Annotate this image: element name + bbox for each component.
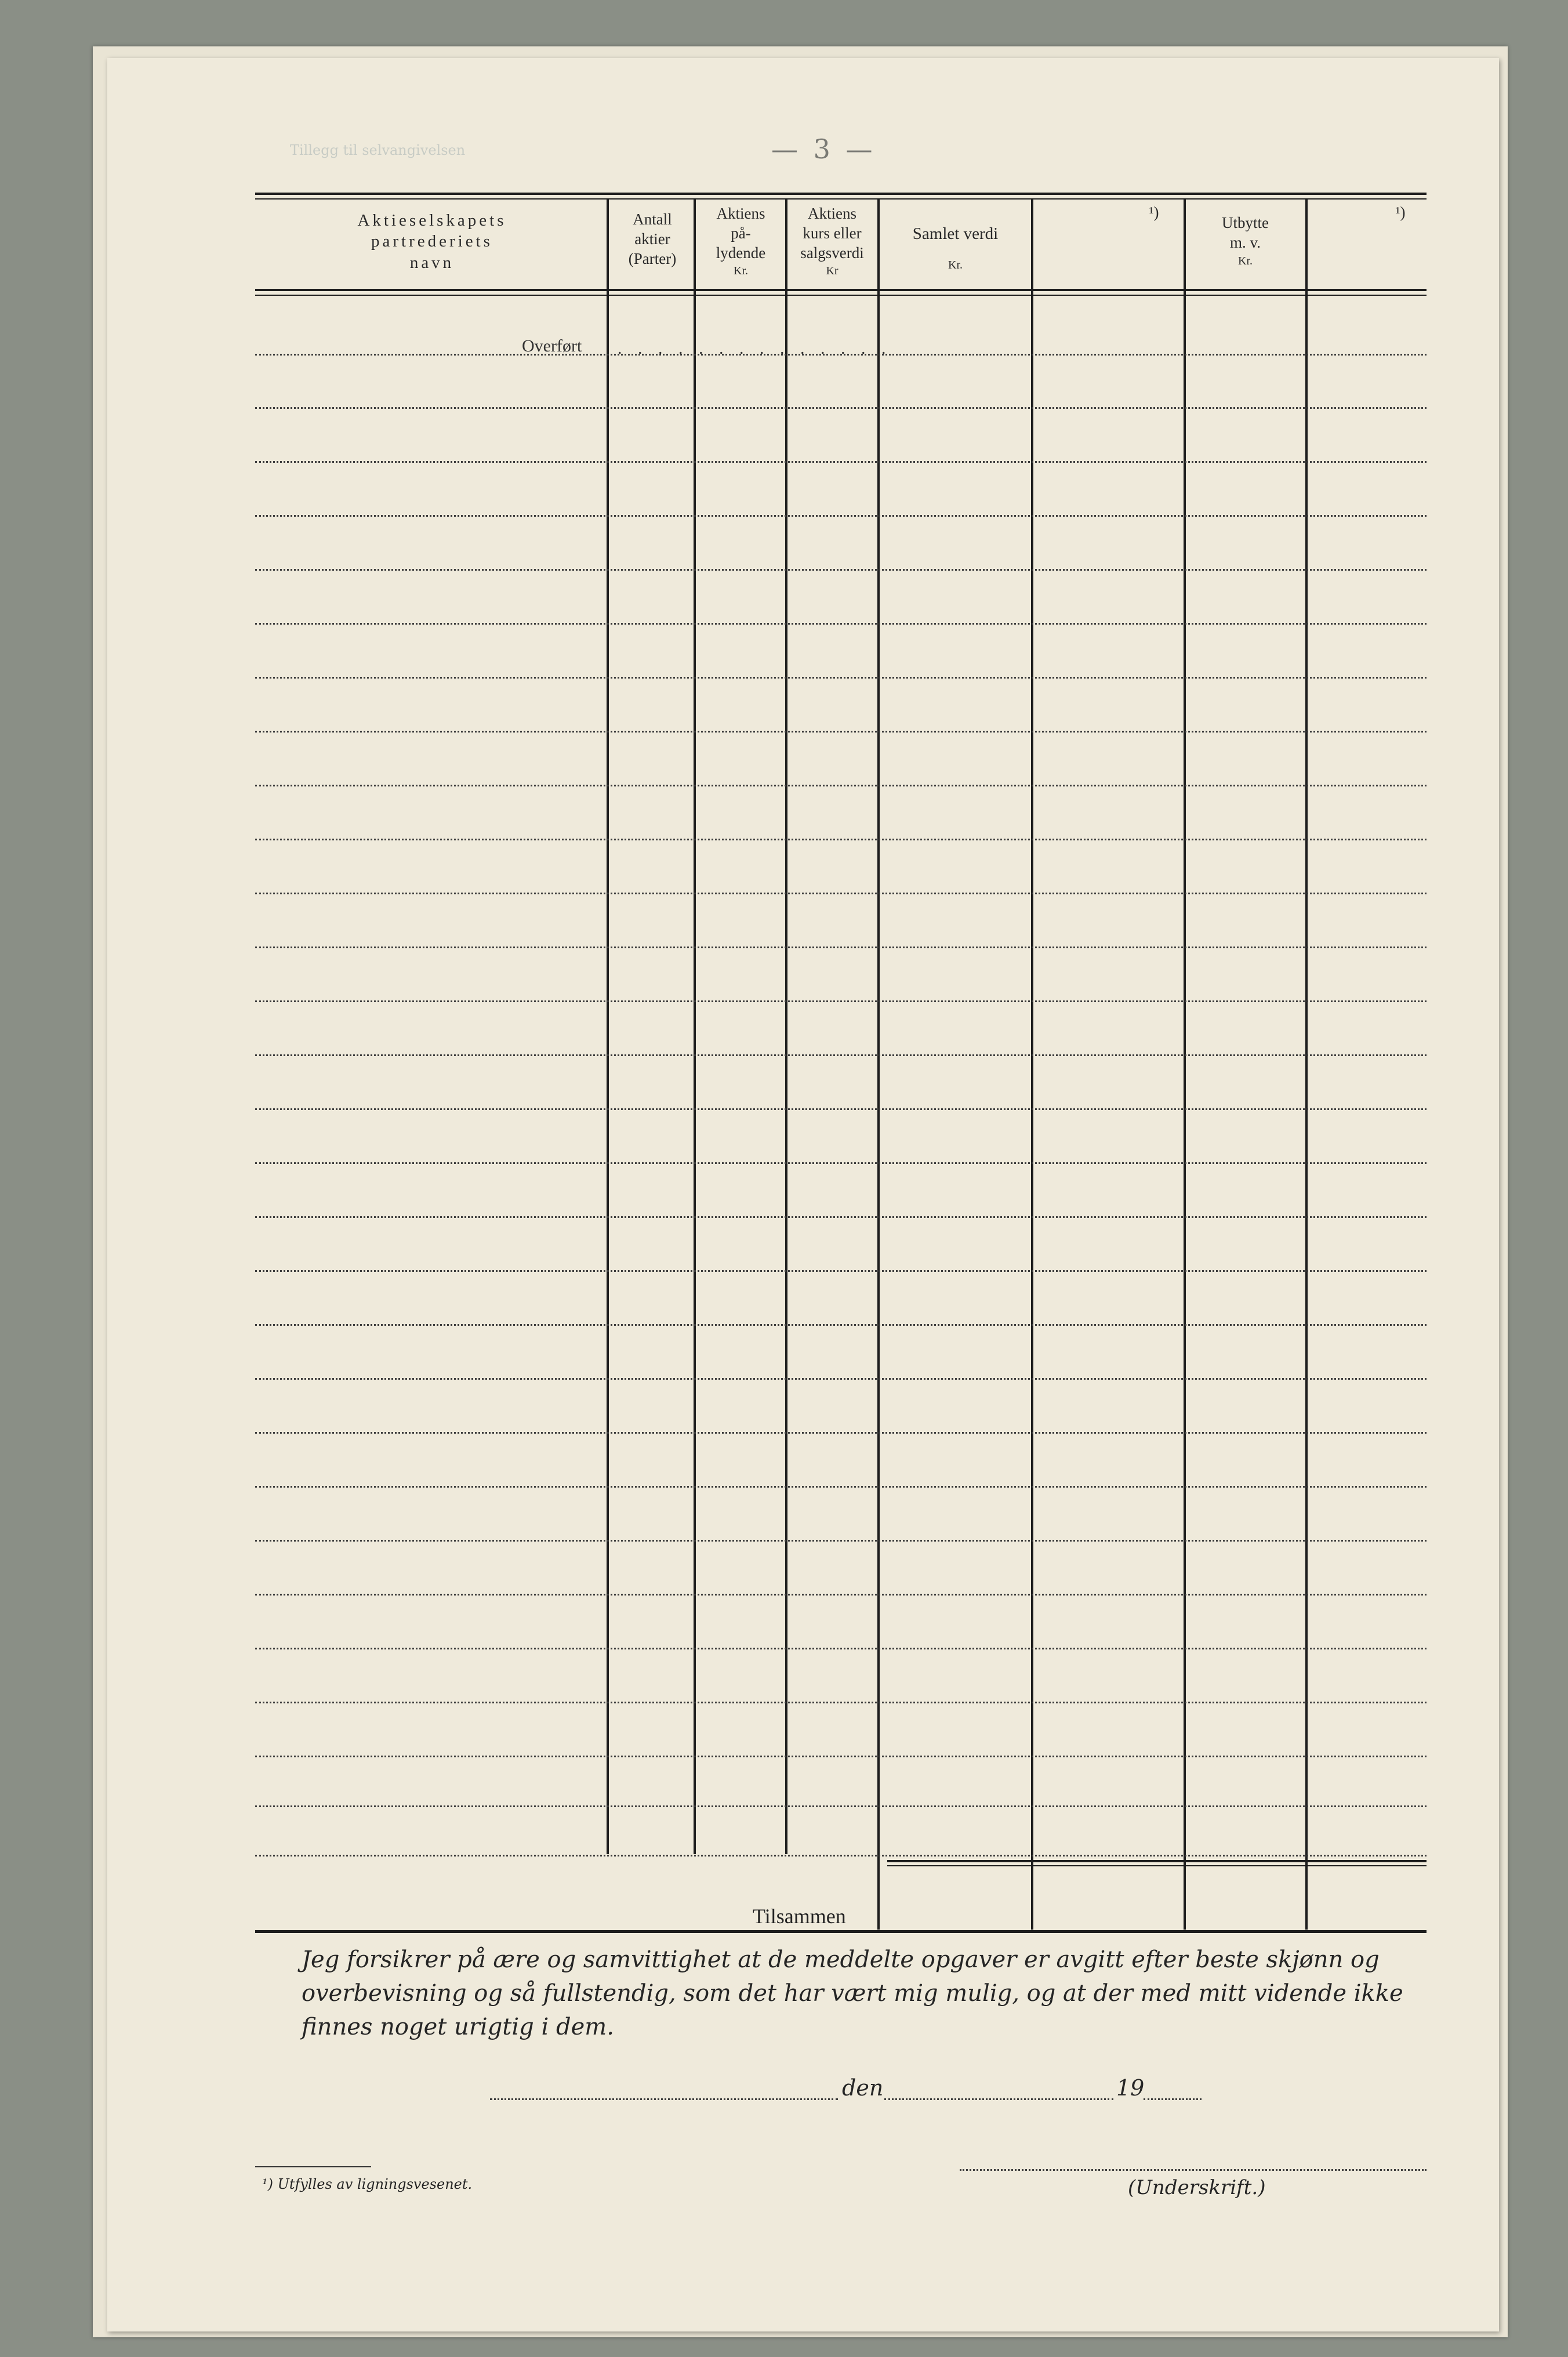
declaration-text: Jeg forsikrer på ære og samvittighet at de meddelte opgaver er avgitt efter beste skjønn og overbevisning og så fullstendig, som det har vært mig mulig, og at der med mitt vidende ikke finnes noget urigtig i dem.	[302, 1946, 1403, 2040]
entry-row[interactable]	[255, 1108, 1427, 1110]
header-footnote-marker-2: ¹)	[1395, 204, 1406, 221]
header-samlet-verdi: Samlet verdi Kr.	[912, 224, 999, 272]
header-paalydende: Aktiens på- lydende Kr.	[716, 205, 766, 278]
entry-row[interactable]	[255, 461, 1427, 463]
entry-row[interactable]	[255, 893, 1427, 894]
entry-row[interactable]	[255, 1216, 1427, 1218]
entry-row[interactable]	[255, 1378, 1427, 1380]
entry-row[interactable]	[255, 731, 1427, 733]
column-divider	[1184, 198, 1186, 1930]
column-divider	[607, 198, 609, 1854]
entry-row[interactable]	[255, 569, 1427, 571]
entry-row[interactable]	[255, 623, 1427, 625]
entry-row[interactable]	[255, 1756, 1427, 1757]
entry-row[interactable]	[255, 1594, 1427, 1595]
entry-row[interactable]	[255, 839, 1427, 840]
signature-label: (Underskrift.)	[1128, 2176, 1266, 2199]
entry-row[interactable]	[255, 1648, 1427, 1649]
entry-row[interactable]	[255, 1000, 1427, 1002]
entry-row[interactable]	[255, 354, 1427, 356]
entry-row[interactable]	[255, 1540, 1427, 1542]
entry-row[interactable]	[255, 1324, 1427, 1326]
header-antall: Antall aktier (Parter)	[628, 211, 677, 267]
footnote-text: ¹) Utfylles av ligningsvesenet.	[262, 2176, 473, 2192]
place-field[interactable]	[490, 2098, 838, 2100]
entry-row[interactable]	[255, 677, 1427, 679]
table-top-rule	[255, 193, 1427, 195]
entry-row[interactable]	[255, 1270, 1427, 1272]
page-number: — 3 —	[771, 133, 876, 165]
entry-row[interactable]	[255, 515, 1427, 517]
header-kurs: Aktiens kurs eller salgsverdi Kr	[800, 205, 864, 278]
table-top-rule-thin	[255, 198, 1427, 200]
entry-row[interactable]	[255, 1486, 1427, 1488]
date-field[interactable]	[884, 2098, 1113, 2100]
header-footnote-marker: ¹)	[1149, 204, 1159, 221]
total-label: Tilsammen	[753, 1905, 846, 1928]
bleed-through-text: Tillegg til selvangivelsen	[290, 142, 466, 158]
column-divider	[877, 198, 880, 1930]
header-bottom-rule-thin	[255, 295, 1427, 296]
footnote-rule	[255, 2166, 371, 2167]
column-divider	[1305, 198, 1308, 1930]
column-divider	[1031, 198, 1033, 1930]
entry-row[interactable]	[255, 947, 1427, 948]
entry-row[interactable]	[255, 1432, 1427, 1434]
overfort-label: Overført	[522, 336, 582, 356]
entry-row[interactable]	[255, 1702, 1427, 1703]
column-divider	[694, 198, 696, 1854]
year-field[interactable]	[1144, 2098, 1202, 2100]
entry-row[interactable]	[255, 1855, 1427, 1856]
total-top-rule-thin	[887, 1865, 1427, 1866]
header-utbytte: Utbytte m. v. Kr.	[1222, 214, 1269, 267]
entry-row[interactable]	[255, 407, 1427, 409]
entry-row[interactable]	[255, 1162, 1427, 1164]
header-company-name: Aktieselskapets partrederiets navn	[357, 211, 507, 272]
entry-row[interactable]	[255, 1054, 1427, 1056]
date-label: den	[842, 2075, 884, 2101]
header-bottom-rule	[255, 289, 1427, 291]
table-bottom-rule	[255, 1930, 1427, 1933]
overfort-dots: . . . . . . . . . . . . . .	[618, 339, 892, 358]
year-prefix: 19	[1116, 2075, 1145, 2101]
signature-field[interactable]	[960, 2169, 1427, 2171]
column-divider	[785, 198, 787, 1854]
entry-row[interactable]	[255, 785, 1427, 786]
entry-row[interactable]	[255, 1805, 1427, 1807]
total-top-rule	[887, 1860, 1427, 1862]
